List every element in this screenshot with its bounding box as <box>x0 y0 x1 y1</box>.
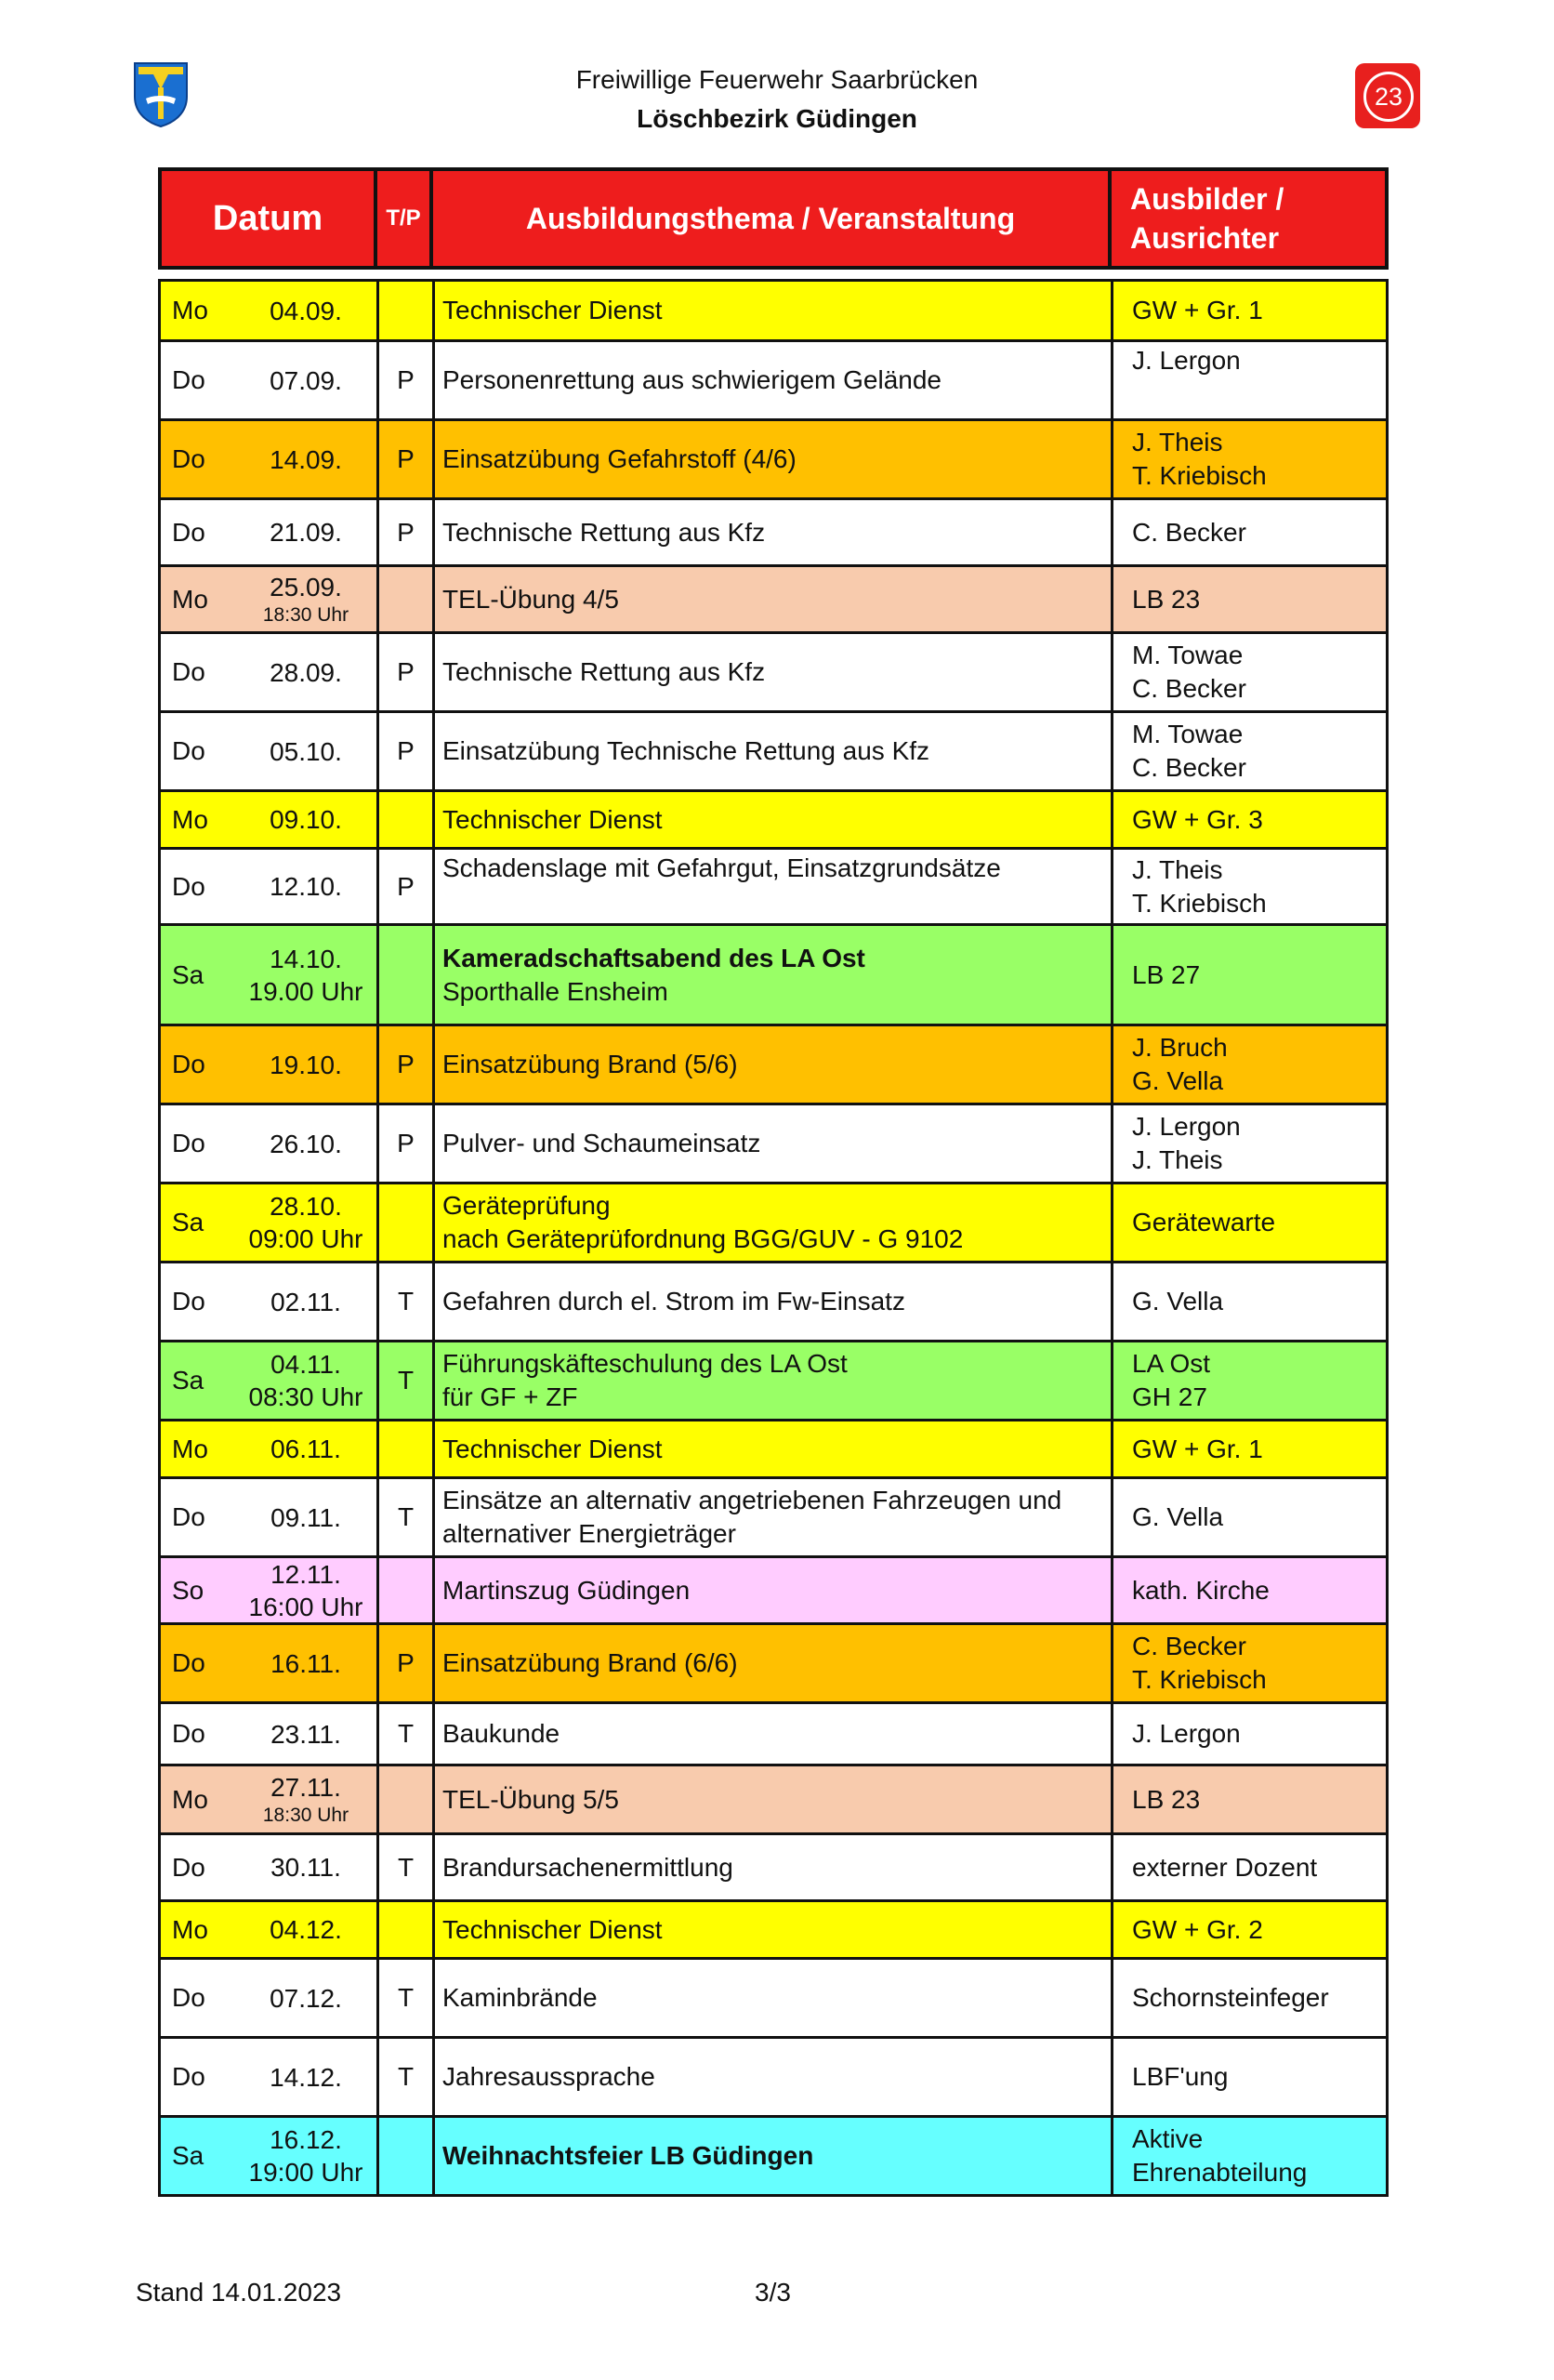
topic-text: Führungskäfteschulung des LA Ost <box>442 1349 848 1378</box>
trainer-cell: LB 27 <box>1132 959 1201 989</box>
table-row <box>161 1701 1386 1764</box>
date-cell <box>235 1960 379 2036</box>
topic-cell <box>435 1558 1113 1622</box>
date-cell <box>235 1625 379 1701</box>
table-row <box>161 1103 1386 1182</box>
table-row <box>161 631 1386 710</box>
type-cell <box>379 567 435 631</box>
weekday-cell: Mo <box>172 1784 208 1814</box>
time-text: 09:00 Uhr <box>248 1224 363 1253</box>
topic-text: Kaminbrände <box>442 1983 598 2012</box>
date-text: 21.09. <box>270 518 342 547</box>
weekday-cell: Do <box>172 2062 205 2091</box>
topic-cell <box>435 1625 1113 1701</box>
weekday-cell: Sa <box>172 2141 204 2170</box>
weekday-cell: Do <box>172 657 205 686</box>
topic-cell <box>435 850 1113 923</box>
date-text: 26.10. <box>270 1129 342 1158</box>
time-text: 08:30 Uhr <box>248 1382 363 1411</box>
table-row <box>161 1419 1386 1476</box>
table-row <box>161 1957 1386 2036</box>
trainer-cell: LB 23 <box>1132 584 1201 614</box>
topic-cell <box>435 1704 1113 1764</box>
topic-text: Einsatzübung Brand (6/6) <box>442 1648 738 1677</box>
time-text: 18:30 Uhr <box>262 604 349 626</box>
type-cell: T <box>379 1835 435 1899</box>
table-row <box>161 789 1386 847</box>
weekday-cell: Mo <box>172 584 208 614</box>
weekday-cell: Mo <box>172 1914 208 1944</box>
weekday-cell: Sa <box>172 1366 204 1395</box>
topic-cell <box>435 1421 1113 1476</box>
date-text: 06.11. <box>270 1435 341 1463</box>
status-date: Stand 14.01.2023 <box>136 2278 342 2307</box>
type-cell: T <box>379 1342 435 1419</box>
date-cell <box>235 2118 379 2194</box>
topic-cell <box>435 1766 1113 1832</box>
date-text: 02.11. <box>270 1287 341 1316</box>
date-cell <box>235 282 379 339</box>
weekday-cell: Sa <box>172 959 204 989</box>
type-cell <box>379 1766 435 1832</box>
badge-number: 23 <box>1363 72 1414 122</box>
date-cell <box>235 2039 379 2115</box>
trainer-cell: C. Becker T. Kriebisch <box>1132 1632 1267 1694</box>
type-cell: P <box>379 1625 435 1701</box>
date-cell <box>235 1902 379 1957</box>
weekday-cell: Do <box>172 365 205 394</box>
type-cell: P <box>379 342 435 418</box>
table-row <box>161 2036 1386 2115</box>
type-cell: T <box>379 1479 435 1555</box>
weekday-cell: Mo <box>172 804 208 834</box>
trainer-cell: J. Lergon J. Theis <box>1132 1112 1241 1174</box>
topic-cell <box>435 421 1113 497</box>
date-text: 14.09. <box>270 444 342 474</box>
topic-cell <box>435 1479 1113 1555</box>
weekday-cell: Mo <box>172 1434 208 1463</box>
weekday-cell: Mo <box>172 296 208 324</box>
table-row <box>161 1832 1386 1899</box>
date-cell <box>235 1558 379 1622</box>
trainer-cell: J. Theis T. Kriebisch <box>1132 428 1267 490</box>
date-cell <box>235 1421 379 1476</box>
trainer-cell: M. Towae C. Becker <box>1132 720 1246 782</box>
date-text: 09.11. <box>270 1502 341 1532</box>
trainer-cell: J. Bruch G. Vella <box>1132 1033 1228 1095</box>
table-row <box>161 710 1386 789</box>
topic-cell <box>435 1835 1113 1899</box>
type-cell <box>379 1184 435 1261</box>
topic-cell <box>435 634 1113 710</box>
topic-cell <box>435 792 1113 847</box>
date-text: 09.10. <box>270 805 342 834</box>
topic-text: Jahresaussprache <box>442 2062 655 2091</box>
topic-cell <box>435 1263 1113 1340</box>
table-row <box>161 1622 1386 1701</box>
time-text: 16:00 Uhr <box>248 1592 363 1621</box>
type-cell: P <box>379 634 435 710</box>
district-badge <box>1355 63 1420 128</box>
date-text: 28.09. <box>270 657 342 687</box>
topic-cell <box>435 713 1113 789</box>
table-row <box>161 1182 1386 1261</box>
type-cell: P <box>379 500 435 564</box>
table-row <box>161 1899 1386 1957</box>
type-cell: T <box>379 1704 435 1764</box>
type-cell: P <box>379 713 435 789</box>
table-row <box>161 1024 1386 1103</box>
topic-text: Technischer Dienst <box>442 1914 663 1944</box>
trainer-cell: GW + Gr. 1 <box>1132 1434 1263 1463</box>
column-header-date: Datum <box>162 171 377 266</box>
topic-text: Einsatzübung Gefahrstoff (4/6) <box>442 444 797 473</box>
date-text: 12.10. <box>270 872 342 901</box>
type-cell <box>379 926 435 1024</box>
table-row <box>161 339 1386 418</box>
date-cell <box>235 1105 379 1182</box>
topic-cell <box>435 1105 1113 1182</box>
trainer-cell: C. Becker <box>1132 517 1246 547</box>
date-cell <box>235 1342 379 1419</box>
date-cell <box>235 421 379 497</box>
topic-subtext: alternativer Energieträger <box>442 1519 736 1548</box>
date-text: 23.11. <box>270 1719 341 1749</box>
district-name: Löschbezirk Güdingen <box>637 104 917 133</box>
column-header-type: T/P <box>377 171 433 266</box>
date-text: 16.12. <box>270 2125 342 2154</box>
topic-text: Technischer Dienst <box>442 1434 663 1463</box>
type-cell <box>379 1421 435 1476</box>
trainer-cell: LBF'ung <box>1132 2062 1229 2091</box>
trainer-cell: GW + Gr. 1 <box>1132 296 1263 324</box>
type-cell: T <box>379 2039 435 2115</box>
date-cell <box>235 1263 379 1340</box>
date-cell <box>235 1704 379 1764</box>
date-text: 04.09. <box>270 296 342 325</box>
date-text: 12.11. <box>270 1559 341 1589</box>
date-cell <box>235 850 379 923</box>
column-header-trainer: Ausbilder / Ausrichter <box>1130 182 1284 255</box>
column-header-topic: Ausbildungsthema / Veranstaltung <box>433 171 1112 266</box>
date-text: 28.10. <box>270 1192 342 1221</box>
weekday-cell: Do <box>172 1502 205 1531</box>
trainer-cell: J. Theis T. Kriebisch <box>1132 854 1267 918</box>
weekday-cell: Do <box>172 1983 205 2012</box>
topic-cell <box>435 1902 1113 1957</box>
date-text: 27.11. <box>270 1773 341 1802</box>
topic-subtext: für GF + ZF <box>442 1382 578 1411</box>
date-cell <box>235 1835 379 1899</box>
topic-text: Technische Rettung aus Kfz <box>442 517 766 547</box>
topic-text: Personenrettung aus schwierigem Gelände <box>442 365 942 394</box>
date-cell <box>235 634 379 710</box>
topic-cell <box>435 1026 1113 1103</box>
organization-name: Freiwillige Feuerwehr Saarbrücken <box>575 65 979 94</box>
topic-text: Einsatzübung Technische Rettung aus Kfz <box>442 736 930 765</box>
topic-cell <box>435 926 1113 1024</box>
weekday-cell: Do <box>172 1129 205 1157</box>
topic-cell <box>435 500 1113 564</box>
date-text: 30.11. <box>270 1853 341 1882</box>
topic-cell <box>435 1342 1113 1419</box>
weekday-cell: Do <box>172 1719 205 1748</box>
topic-text: Schadenslage mit Gefahrgut, Einsatzgrundsätze <box>442 853 1001 882</box>
table-row <box>161 1764 1386 1832</box>
date-text: 04.11. <box>270 1350 341 1379</box>
type-cell: P <box>379 1026 435 1103</box>
topic-subtext: Sporthalle Ensheim <box>442 976 668 1006</box>
page-number: 3/3 <box>755 2278 791 2307</box>
date-cell <box>235 1479 379 1555</box>
weekday-cell: Do <box>172 1050 205 1078</box>
date-cell <box>235 713 379 789</box>
type-cell: P <box>379 1105 435 1182</box>
topic-text: Weihnachtsfeier LB Güdingen <box>442 2141 814 2170</box>
date-cell <box>235 926 379 1024</box>
date-text: 25.09. <box>270 573 342 602</box>
type-cell <box>379 2118 435 2194</box>
weekday-cell: Do <box>172 871 205 901</box>
trainer-cell: J. Lergon <box>1132 346 1241 375</box>
date-text: 07.09. <box>270 365 342 395</box>
table-row <box>161 497 1386 564</box>
topic-subtext: nach Geräteprüfordnung BGG/GUV - G 9102 <box>442 1224 964 1253</box>
topic-cell <box>435 342 1113 418</box>
date-cell <box>235 1026 379 1103</box>
table-header <box>158 167 1389 270</box>
topic-text: Martinszug Güdingen <box>442 1575 691 1605</box>
date-text: 14.10. <box>270 944 342 973</box>
table-row <box>161 282 1386 339</box>
trainer-cell: J. Lergon <box>1132 1719 1241 1748</box>
weekday-cell: Do <box>172 1852 205 1882</box>
trainer-cell: externer Dozent <box>1132 1852 1318 1882</box>
trainer-cell: GW + Gr. 3 <box>1132 804 1263 834</box>
date-text: 07.12. <box>270 1983 342 2013</box>
trainer-cell: LB 23 <box>1132 1784 1201 1814</box>
topic-text: Einsätze an alternativ angetriebenen Fahrzeugen und <box>442 1486 1062 1514</box>
date-text: 14.12. <box>270 2062 342 2092</box>
table-row <box>161 847 1386 923</box>
topic-text: Kameradschaftsabend des LA Ost <box>442 943 865 972</box>
topic-text: TEL-Übung 5/5 <box>442 1784 619 1814</box>
topic-cell <box>435 1184 1113 1261</box>
table-row <box>161 2115 1386 2194</box>
date-cell <box>235 1184 379 1261</box>
topic-cell <box>435 1960 1113 2036</box>
topic-text: Pulver- und Schaumeinsatz <box>442 1129 761 1157</box>
time-text: 18:30 Uhr <box>262 1805 349 1826</box>
date-text: 16.11. <box>270 1648 341 1678</box>
date-cell <box>235 342 379 418</box>
type-cell <box>379 1902 435 1957</box>
topic-text: Technischer Dienst <box>442 804 663 834</box>
trainer-cell: LA Ost GH 27 <box>1132 1349 1211 1411</box>
topic-cell <box>435 2118 1113 2194</box>
topic-text: Brandursachenermittlung <box>442 1852 733 1882</box>
topic-text: Technischer Dienst <box>442 296 663 324</box>
table-row <box>161 564 1386 631</box>
topic-text: Einsatzübung Brand (5/6) <box>442 1050 738 1078</box>
weekday-cell: Sa <box>172 1208 204 1236</box>
table-row <box>161 1555 1386 1622</box>
type-cell: T <box>379 1263 435 1340</box>
trainer-cell: G. Vella <box>1132 1287 1224 1316</box>
trainer-cell: GW + Gr. 2 <box>1132 1914 1263 1944</box>
date-cell <box>235 500 379 564</box>
date-cell <box>235 567 379 631</box>
type-cell <box>379 792 435 847</box>
trainer-cell: kath. Kirche <box>1132 1575 1270 1605</box>
weekday-cell: Do <box>172 517 205 547</box>
trainer-cell: Gerätewarte <box>1132 1208 1276 1236</box>
topic-text: Baukunde <box>442 1719 560 1748</box>
table-row <box>161 1261 1386 1340</box>
trainer-cell: Schornsteinfeger <box>1132 1983 1329 2012</box>
topic-cell <box>435 567 1113 631</box>
topic-text: TEL-Übung 4/5 <box>442 584 619 614</box>
weekday-cell: Do <box>172 736 205 765</box>
schedule-table <box>158 279 1389 2197</box>
topic-text: Geräteprüfung <box>442 1191 611 1220</box>
topic-text: Technische Rettung aus Kfz <box>442 657 766 686</box>
table-row <box>161 1340 1386 1419</box>
topic-cell <box>435 282 1113 339</box>
topic-cell <box>435 2039 1113 2115</box>
time-text: 19:00 Uhr <box>248 2158 363 2187</box>
topic-text: Gefahren durch el. Strom im Fw-Einsatz <box>442 1287 905 1316</box>
trainer-cell: M. Towae C. Becker <box>1132 641 1246 703</box>
date-text: 05.10. <box>270 736 342 766</box>
date-text: 04.12. <box>270 1915 342 1944</box>
table-row <box>161 1476 1386 1555</box>
type-cell <box>379 1558 435 1622</box>
type-cell <box>379 282 435 339</box>
table-row <box>161 418 1386 497</box>
type-cell: P <box>379 850 435 923</box>
trainer-cell: G. Vella <box>1132 1502 1224 1531</box>
type-cell: T <box>379 1960 435 2036</box>
date-cell <box>235 1766 379 1832</box>
date-text: 19.10. <box>270 1050 342 1079</box>
weekday-cell: Do <box>172 1287 205 1316</box>
date-cell <box>235 792 379 847</box>
trainer-cell: Aktive Ehrenabteilung <box>1132 2124 1308 2187</box>
weekday-cell: So <box>172 1575 204 1605</box>
type-cell: P <box>379 421 435 497</box>
weekday-cell: Do <box>172 1648 205 1677</box>
time-text: 19.00 Uhr <box>248 976 363 1006</box>
table-row <box>161 923 1386 1024</box>
weekday-cell: Do <box>172 444 205 473</box>
